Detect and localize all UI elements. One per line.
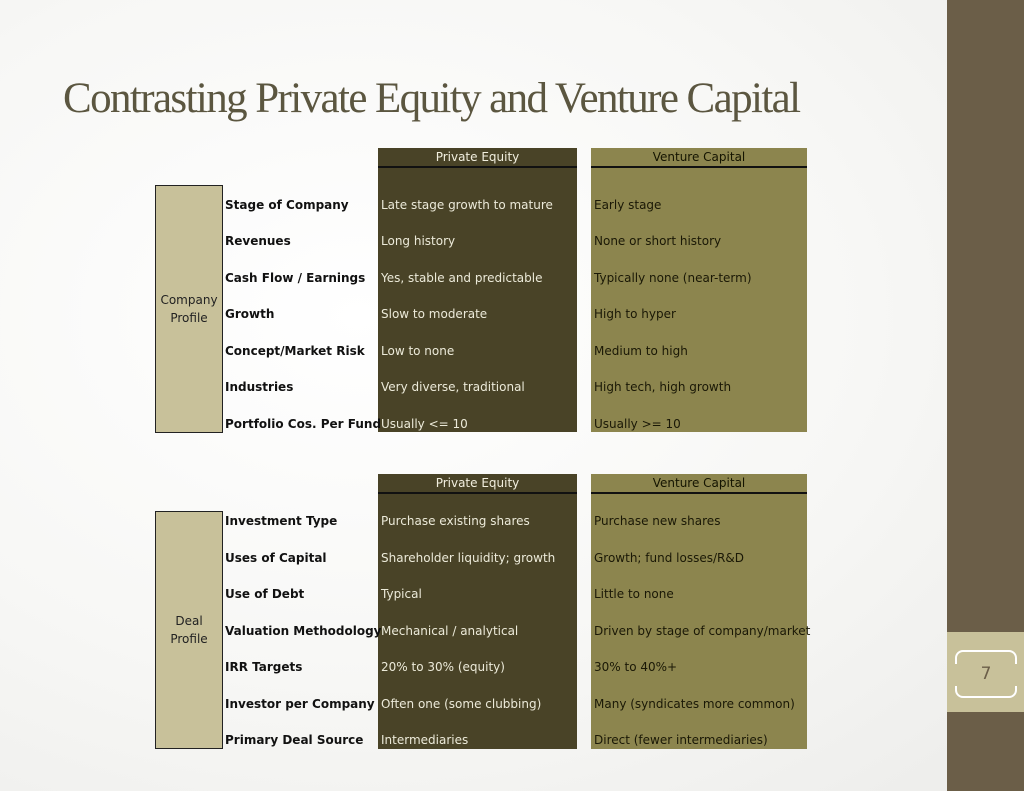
row-label-cash-flow: Cash Flow / Earnings <box>225 271 366 285</box>
vc-value-industries: High tech, high growth <box>594 380 732 394</box>
vc-value-valuation: Driven by stage of company/market <box>594 624 811 638</box>
page-number: 7 <box>980 664 992 684</box>
pe-value-uses-of-capital: Shareholder liquidity; growth <box>381 551 556 565</box>
pe-value-irr-targets: 20% to 30% (equity) <box>381 660 505 674</box>
row-label-deal-source: Primary Deal Source <box>225 733 364 747</box>
row-label-growth: Growth <box>225 307 275 321</box>
vc-value-investor-per-company: Many (syndicates more common) <box>594 697 795 711</box>
vc-value-use-of-debt: Little to none <box>594 587 674 601</box>
vc-value-revenues: None or short history <box>594 234 722 248</box>
deal-vc-header: Venture Capital <box>591 474 807 494</box>
vc-value-investment-type: Purchase new shares <box>594 514 721 528</box>
vc-value-stage: Early stage <box>594 198 662 212</box>
pe-value-growth: Slow to moderate <box>381 307 488 321</box>
pe-value-portfolio: Usually <= 10 <box>381 417 468 431</box>
pe-value-risk: Low to none <box>381 344 455 358</box>
company-profile-label-line2: Profile <box>170 311 208 325</box>
pe-value-stage: Late stage growth to mature <box>381 198 553 212</box>
company-pe-header: Private Equity <box>378 148 577 168</box>
row-label-investment-type: Investment Type <box>225 514 338 528</box>
slide-title: Contrasting Private Equity and Venture Capital <box>63 75 800 122</box>
row-label-risk: Concept/Market Risk <box>225 344 365 358</box>
deal-pe-header: Private Equity <box>378 474 577 494</box>
vc-value-growth: High to hyper <box>594 307 676 321</box>
row-label-portfolio: Portfolio Cos. Per Fund <box>225 417 382 431</box>
deal-profile-label-line2: Profile <box>170 632 208 646</box>
vc-value-cash-flow: Typically none (near-term) <box>594 271 752 285</box>
row-label-stage: Stage of Company <box>225 198 349 212</box>
deal-profile-label <box>155 612 223 648</box>
deal-profile-label-line1: Deal <box>175 614 203 628</box>
pe-value-industries: Very diverse, traditional <box>381 380 525 394</box>
row-label-use-of-debt: Use of Debt <box>225 587 305 601</box>
row-label-valuation: Valuation Methodology <box>225 624 382 638</box>
vc-value-risk: Medium to high <box>594 344 688 358</box>
company-vc-header: Venture Capital <box>591 148 807 168</box>
pe-value-revenues: Long history <box>381 234 456 248</box>
vc-value-uses-of-capital: Growth; fund losses/R&D <box>594 551 744 565</box>
vc-value-deal-source: Direct (fewer intermediaries) <box>594 733 768 747</box>
vc-value-irr-targets: 30% to 40%+ <box>594 660 678 674</box>
pe-value-investor-per-company: Often one (some clubbing) <box>381 697 542 711</box>
company-profile-label <box>155 291 223 327</box>
company-profile-label-line1: Company <box>160 293 218 307</box>
pe-value-valuation: Mechanical / analytical <box>381 624 519 638</box>
row-label-irr-targets: IRR Targets <box>225 660 303 674</box>
row-label-industries: Industries <box>225 380 294 394</box>
pe-value-cash-flow: Yes, stable and predictable <box>381 271 543 285</box>
pe-value-deal-source: Intermediaries <box>381 733 469 747</box>
vc-value-portfolio: Usually >= 10 <box>594 417 681 431</box>
row-label-investor-per-company: Investor per Company <box>225 697 375 711</box>
pe-value-investment-type: Purchase existing shares <box>381 514 530 528</box>
row-label-uses-of-capital: Uses of Capital <box>225 551 327 565</box>
pe-value-use-of-debt: Typical <box>381 587 422 601</box>
row-label-revenues: Revenues <box>225 234 291 248</box>
